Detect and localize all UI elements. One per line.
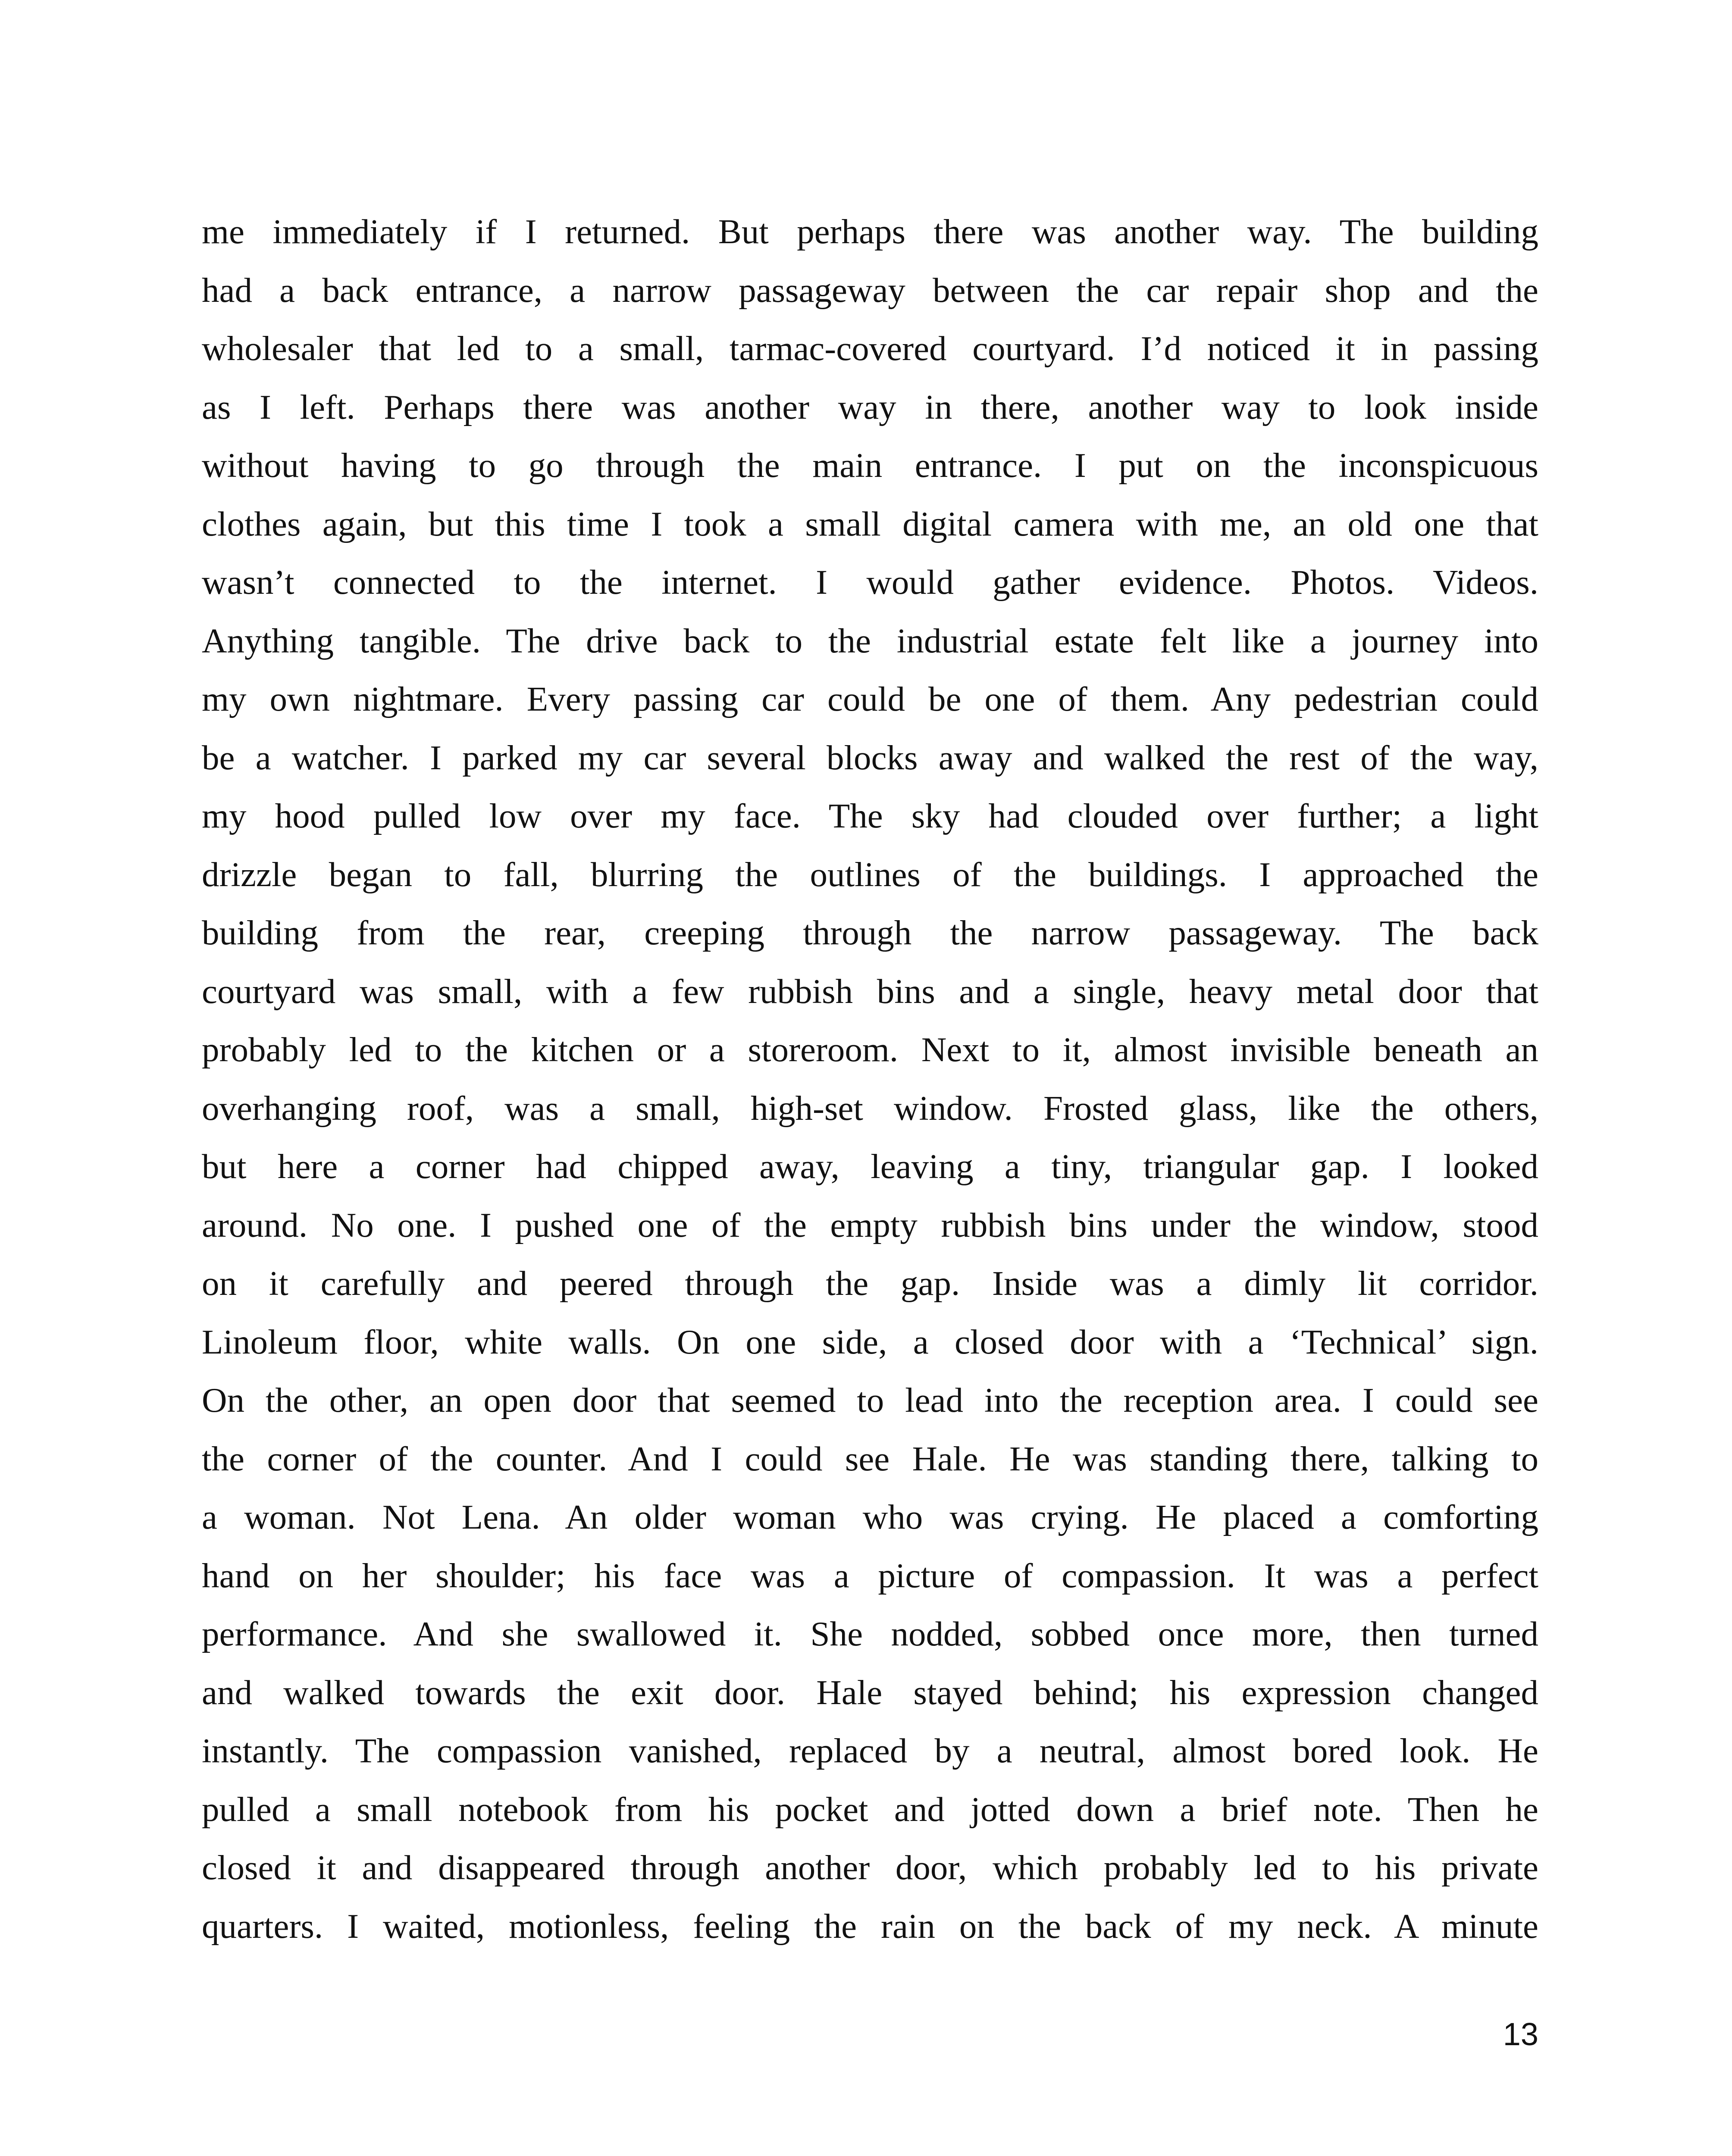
text-line: had a back entrance, a narrow passageway between the car repair shop and the — [202, 270, 1538, 310]
text-line: on it carefully and peered through the gap. Inside was a dimly lit corridor. — [202, 1264, 1538, 1303]
text-line: drizzle began to fall, blurring the outlines of the buildings. I approached the — [202, 855, 1538, 894]
text-line: my own nightmare. Every passing car could be one of them. Any pedestrian could — [202, 680, 1538, 718]
text-line: quarters. I waited, motionless, feeling the rain on the back of my neck. A minute — [202, 1906, 1538, 1946]
text-line: a woman. Not Lena. An older woman who was crying. He placed a comforting — [202, 1498, 1538, 1536]
text-line: wasn’t connected to the internet. I would gather evidence. Photos. Videos. — [202, 563, 1538, 602]
text-line: as I left. Perhaps there was another way in there, another way to look inside — [202, 387, 1538, 426]
text-line: my hood pulled low over my face. The sky had clouded over further; a light — [202, 796, 1538, 835]
body-text — [202, 203, 1538, 1955]
text-line: and walked towards the exit door. Hale stayed behind; his expression changed — [202, 1673, 1538, 1712]
text-line: but here a corner had chipped away, leaving a tiny, triangular gap. I looked — [202, 1147, 1538, 1186]
text-line: courtyard was small, with a few rubbish bins and a single, heavy metal door that — [202, 971, 1538, 1011]
text-line: overhanging roof, was a small, high-set window. Frosted glass, like the others, — [202, 1088, 1538, 1128]
text-line: building from the rear, creeping through the narrow passageway. The back — [202, 913, 1538, 952]
text-line: On the other, an open door that seemed to lead into the reception area. I could see — [202, 1381, 1538, 1420]
text-line: Linoleum floor, white walls. On one side, a closed door with a ‘Technical’ sign. — [202, 1322, 1538, 1361]
text-line: without having to go through the main entrance. I put on the inconspicuous — [202, 446, 1538, 485]
text-line: pulled a small notebook from his pocket and jotted down a brief note. Then he — [202, 1789, 1538, 1829]
text-line: Anything tangible. The drive back to the industrial estate felt like a journey into — [202, 621, 1538, 660]
text-line: wholesaler that led to a small, tarmac-covered courtyard. I’d noticed it in passing — [202, 329, 1538, 368]
text-line: clothes again, but this time I took a small digital camera with me, an old one that — [202, 504, 1538, 543]
text-line: the corner of the counter. And I could see Hale. He was standing there, talking to — [202, 1439, 1538, 1478]
text-line: probably led to the kitchen or a storeroom. Next to it, almost invisible beneath an — [202, 1030, 1538, 1069]
text-line: be a watcher. I parked my car several blocks away and walked the rest of the way, — [202, 738, 1538, 777]
text-line: closed it and disappeared through another door, which probably led to his private — [202, 1848, 1538, 1887]
text-line: me immediately if I returned. But perhaps there was another way. The building — [202, 212, 1538, 251]
text-line: hand on her shoulder; his face was a picture of compassion. It was a perfect — [202, 1556, 1538, 1595]
text-line: around. No one. I pushed one of the empty rubbish bins under the window, stood — [202, 1205, 1538, 1244]
text-line: instantly. The compassion vanished, replaced by a neutral, almost bored look. He — [202, 1731, 1538, 1770]
page-number: 13 — [1503, 2016, 1538, 2052]
text-line: performance. And she swallowed it. She nodded, sobbed once more, then turned — [202, 1614, 1538, 1653]
